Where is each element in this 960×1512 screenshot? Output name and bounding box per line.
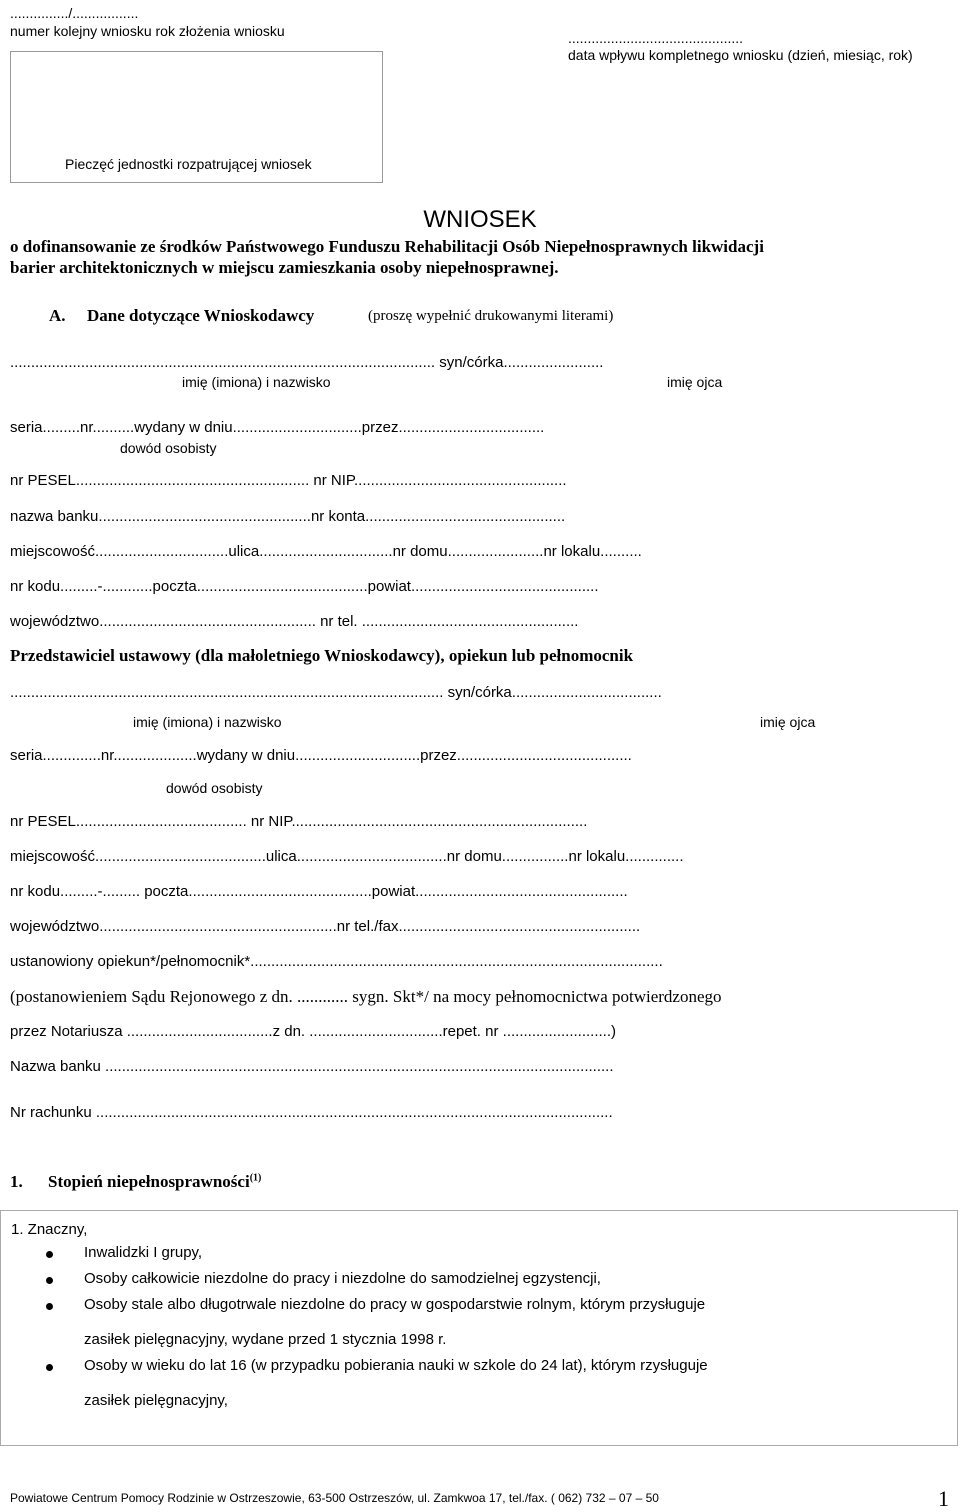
representative-post-field[interactable]: nr kodu.........-......... poczta............................................powiat...................................................: [10, 883, 628, 900]
application-number-line[interactable]: .............../.................: [10, 5, 139, 21]
representative-address-field[interactable]: miejscowość.........................................ulica....................................nr domu................nr lokalu..............: [10, 848, 684, 865]
representative-name-caption: imię (imiona) i nazwisko: [133, 714, 282, 730]
representative-court-field[interactable]: (postanowieniem Sądu Rejonowego z dn. ............ sygn. Skt*/ na mocy pełnomocnictwa potwierdzonego: [10, 987, 722, 1006]
disability-degree-heading: 1. Znaczny,: [11, 1221, 88, 1238]
disability-criterion-3: Osoby stale albo długotrwale niezdolne do pracy w gospodarstwie rolnym, którym przysługuje: [84, 1296, 706, 1313]
applicant-id-field[interactable]: seria.........nr..........wydany w dniu...............................przez...................................: [10, 419, 545, 436]
footer-address: Powiatowe Centrum Pomocy Rodzinie w Ostrzeszowie, 63-500 Ostrzeszów, ul. Zamkwoa 17, tel./fax. ( 062) 732 – 07 – 50: [10, 1491, 659, 1505]
representative-name-field[interactable]: ........................................................................................................ syn/córka....................................: [10, 684, 662, 701]
representative-father-caption: imię ojca: [760, 714, 816, 730]
applicant-pesel-field[interactable]: nr PESEL........................................................ nr NIP...................................................: [10, 472, 567, 489]
bullet-icon: [46, 1251, 53, 1258]
section-a-title: Dane dotyczące Wnioskodawcy: [87, 306, 315, 325]
document-subtitle-line1: o dofinansowanie ze środków Państwowego Funduszu Rehabilitacji Osób Niepełnosprawnych likwidacji: [10, 237, 764, 256]
representative-account-field[interactable]: Nr rachunku ............................................................................................................................: [10, 1104, 613, 1121]
applicant-name-caption: imię (imiona) i nazwisko: [182, 374, 331, 390]
page-number: 1: [938, 1486, 949, 1511]
disability-criterion-2: Osoby całkowicie niezdolne do pracy i niezdolne do samodzielnej egzystencji,: [84, 1270, 601, 1287]
representative-id-caption: dowód osobisty: [166, 780, 263, 796]
disability-degree-box: [0, 1210, 958, 1446]
bullet-icon: [46, 1364, 53, 1371]
footnote-ref: (1): [249, 1172, 262, 1184]
bullet-icon: [46, 1303, 53, 1310]
representative-title: Przedstawiciel ustawowy (dla małoletniego Wnioskodawcy), opiekun lub pełnomocnik: [10, 646, 634, 665]
section-a-marker: A.: [49, 306, 66, 325]
receipt-date-line[interactable]: .............................................: [568, 30, 744, 46]
section-1-number: 1.: [10, 1172, 23, 1191]
applicant-province-field[interactable]: województwo.................................................... nr tel. ....................................................: [10, 613, 579, 630]
stamp-box: [10, 51, 383, 183]
representative-appointed-field[interactable]: ustanowiony opiekun*/pełnomocnik*...................................................................................................: [10, 953, 663, 970]
applicant-bank-field[interactable]: nazwa banku...................................................nr konta................................................: [10, 508, 566, 525]
section-a-note: (proszę wypełnić drukowanymi literami): [368, 308, 614, 324]
applicant-id-caption: dowód osobisty: [120, 440, 217, 456]
disability-criterion-4-continued: zasiłek pielęgnacyjny,: [84, 1392, 228, 1409]
applicant-address-field[interactable]: miejscowość................................ulica................................nr domu.......................nr lokalu..........: [10, 543, 642, 560]
section-1-title: [48, 1172, 261, 1192]
representative-bank-field[interactable]: Nazwa banku ..........................................................................................................................: [10, 1058, 614, 1075]
stamp-caption: Pieczęć jednostki rozpatrującej wniosek: [65, 156, 312, 172]
document-title: WNIOSEK: [423, 206, 537, 233]
section-1-title-text: Stopień niepełnosprawności: [48, 1172, 250, 1191]
bullet-icon: [46, 1277, 53, 1284]
applicant-father-caption: imię ojca: [667, 374, 723, 390]
applicant-name-field[interactable]: ...................................................................................................... syn/córka........................: [10, 354, 604, 371]
representative-pesel-field[interactable]: nr PESEL......................................... nr NIP.......................................................................: [10, 813, 588, 830]
representative-notary-field[interactable]: przez Notariusza ...................................z dn. ................................repet. nr ..........................): [10, 1023, 616, 1040]
representative-id-field[interactable]: seria..............nr....................wydany w dniu..............................przez..........................................: [10, 747, 632, 764]
applicant-post-field[interactable]: nr kodu.........-............poczta.........................................powiat.............................................: [10, 578, 599, 595]
application-number-caption: numer kolejny wniosku rok złożenia wniosku: [10, 23, 285, 39]
disability-criterion-4: Osoby w wieku do lat 16 (w przypadku pobierania nauki w szkole do 24 lat), którym rzysługuje: [84, 1357, 708, 1374]
document-subtitle-line2: barier architektonicznych w miejscu zamieszkania osoby niepełnosprawnej.: [10, 258, 559, 277]
representative-province-field[interactable]: województwo.........................................................nr tel./fax..........................................................: [10, 918, 641, 935]
disability-criterion-1: Inwalidzki I grupy,: [84, 1244, 203, 1261]
receipt-date-caption: data wpływu kompletnego wniosku (dzień, miesiąc, rok): [568, 47, 913, 63]
disability-criterion-3-continued: zasiłek pielęgnacyjny, wydane przed 1 stycznia 1998 r.: [84, 1331, 447, 1348]
